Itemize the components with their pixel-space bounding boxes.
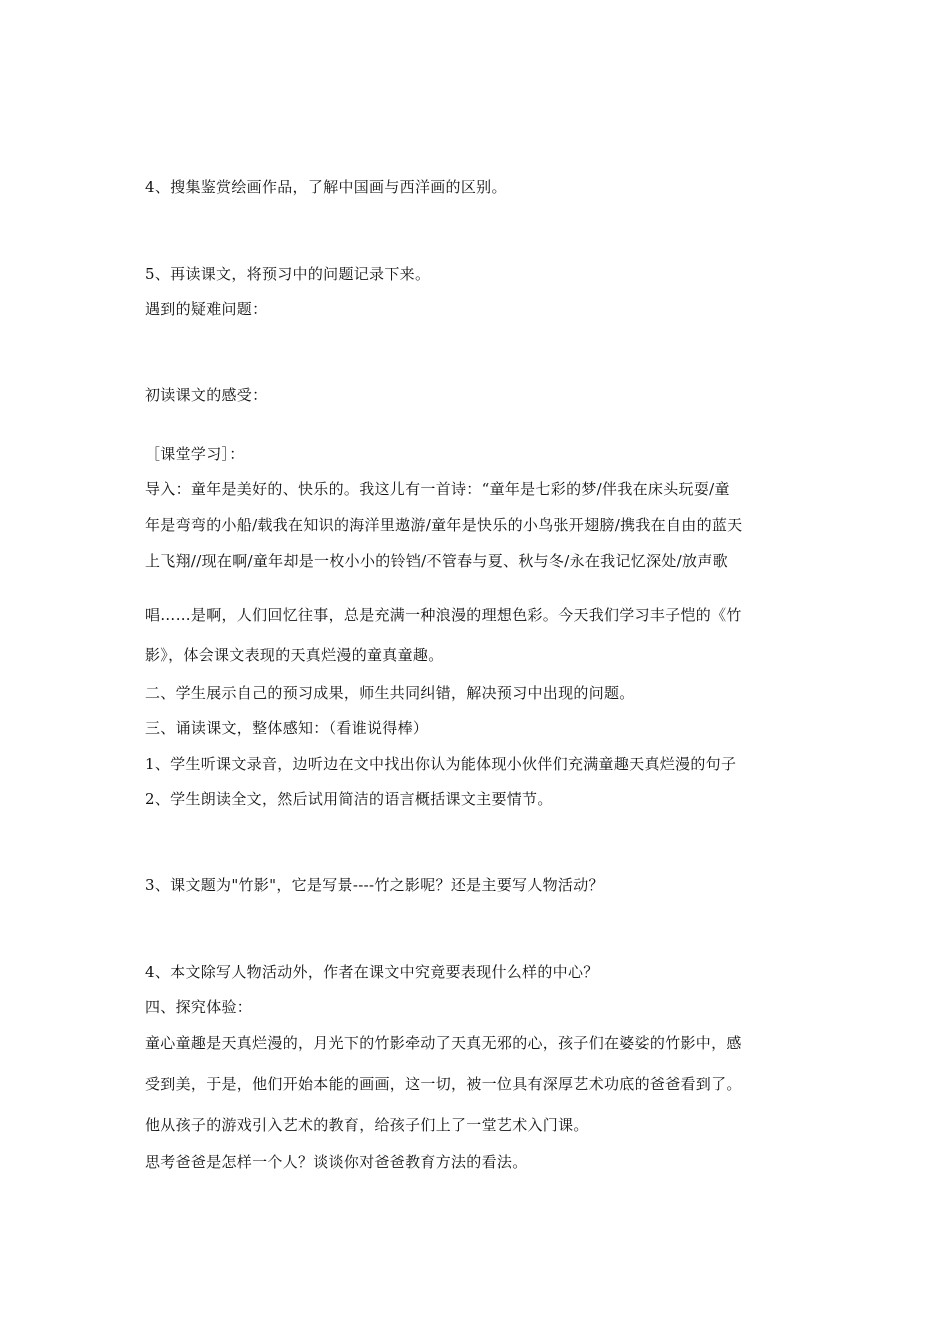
section-3-item-3: 3、课文题为"竹影"，它是写景----竹之影呢？还是主要写人物活动？ (145, 876, 604, 894)
section-3: 三、诵读课文，整体感知：（看谁说得棒） (145, 719, 429, 737)
section-3-item-4: 4、本文除写人物活动外，作者在课文中究竟要表现什么样的中心？ (145, 963, 599, 981)
prep-item-5: 5、再读课文，将预习中的问题记录下来。 (145, 265, 431, 283)
prep-item-4: 4、搜集鉴赏绘画作品，了解中国画与西洋画的区别。 (145, 178, 507, 196)
section-3-item-2: 2、学生朗读全文，然后试用简洁的语言概括课文主要情节。 (145, 790, 553, 808)
intro-line-3: 上飞翔//现在啊/童年却是一枚小小的铃铛/不管春与夏、秋与冬/永在我记忆深处/放声歌 (145, 552, 728, 570)
intro-line-4: 唱……是啊，人们回忆往事，总是充满一种浪漫的理想色彩。今天我们学习丰子恺的《竹 (145, 606, 742, 624)
intro-line-2: 年是弯弯的小船/载我在知识的海洋里遨游/童年是快乐的小鸟张开翅膀/携我在自由的蓝天 (145, 516, 743, 534)
explore-line-2: 受到美，于是，他们开始本能的画画，这一切，被一位具有深厚艺术功底的爸爸看到了。 (145, 1075, 742, 1093)
first-impression-label: 初读课文的感受： (145, 386, 268, 404)
classroom-heading: ［课堂学习］： (145, 445, 245, 463)
difficult-questions-label: 遇到的疑难问题： (145, 300, 268, 318)
section-4: 四、探究体验： (145, 998, 253, 1016)
explore-line-3: 他从孩子的游戏引入艺术的教育，给孩子们上了一堂艺术入门课。 (145, 1116, 589, 1134)
section-3-item-1: 1、学生听课文录音，边听边在文中找出你认为能体现小伙伴们充满童趣天真烂漫的句子 (145, 755, 737, 773)
think-question: 思考爸爸是怎样一个人？谈谈你对爸爸教育方法的看法。 (145, 1153, 528, 1171)
intro-line-5: 影》，体会课文表现的天真烂漫的童真童趣。 (145, 646, 444, 664)
section-2: 二、学生展示自己的预习成果，师生共同纠错，解决预习中出现的问题。 (145, 684, 635, 702)
explore-line-1: 童心童趣是天真烂漫的，月光下的竹影牵动了天真无邪的心，孩子们在婆娑的竹影中，感 (145, 1034, 742, 1052)
intro-line-1: 导入：童年是美好的、快乐的。我这儿有一首诗：“童年是七彩的梦/伴我在床头玩耍/童 (145, 480, 730, 498)
